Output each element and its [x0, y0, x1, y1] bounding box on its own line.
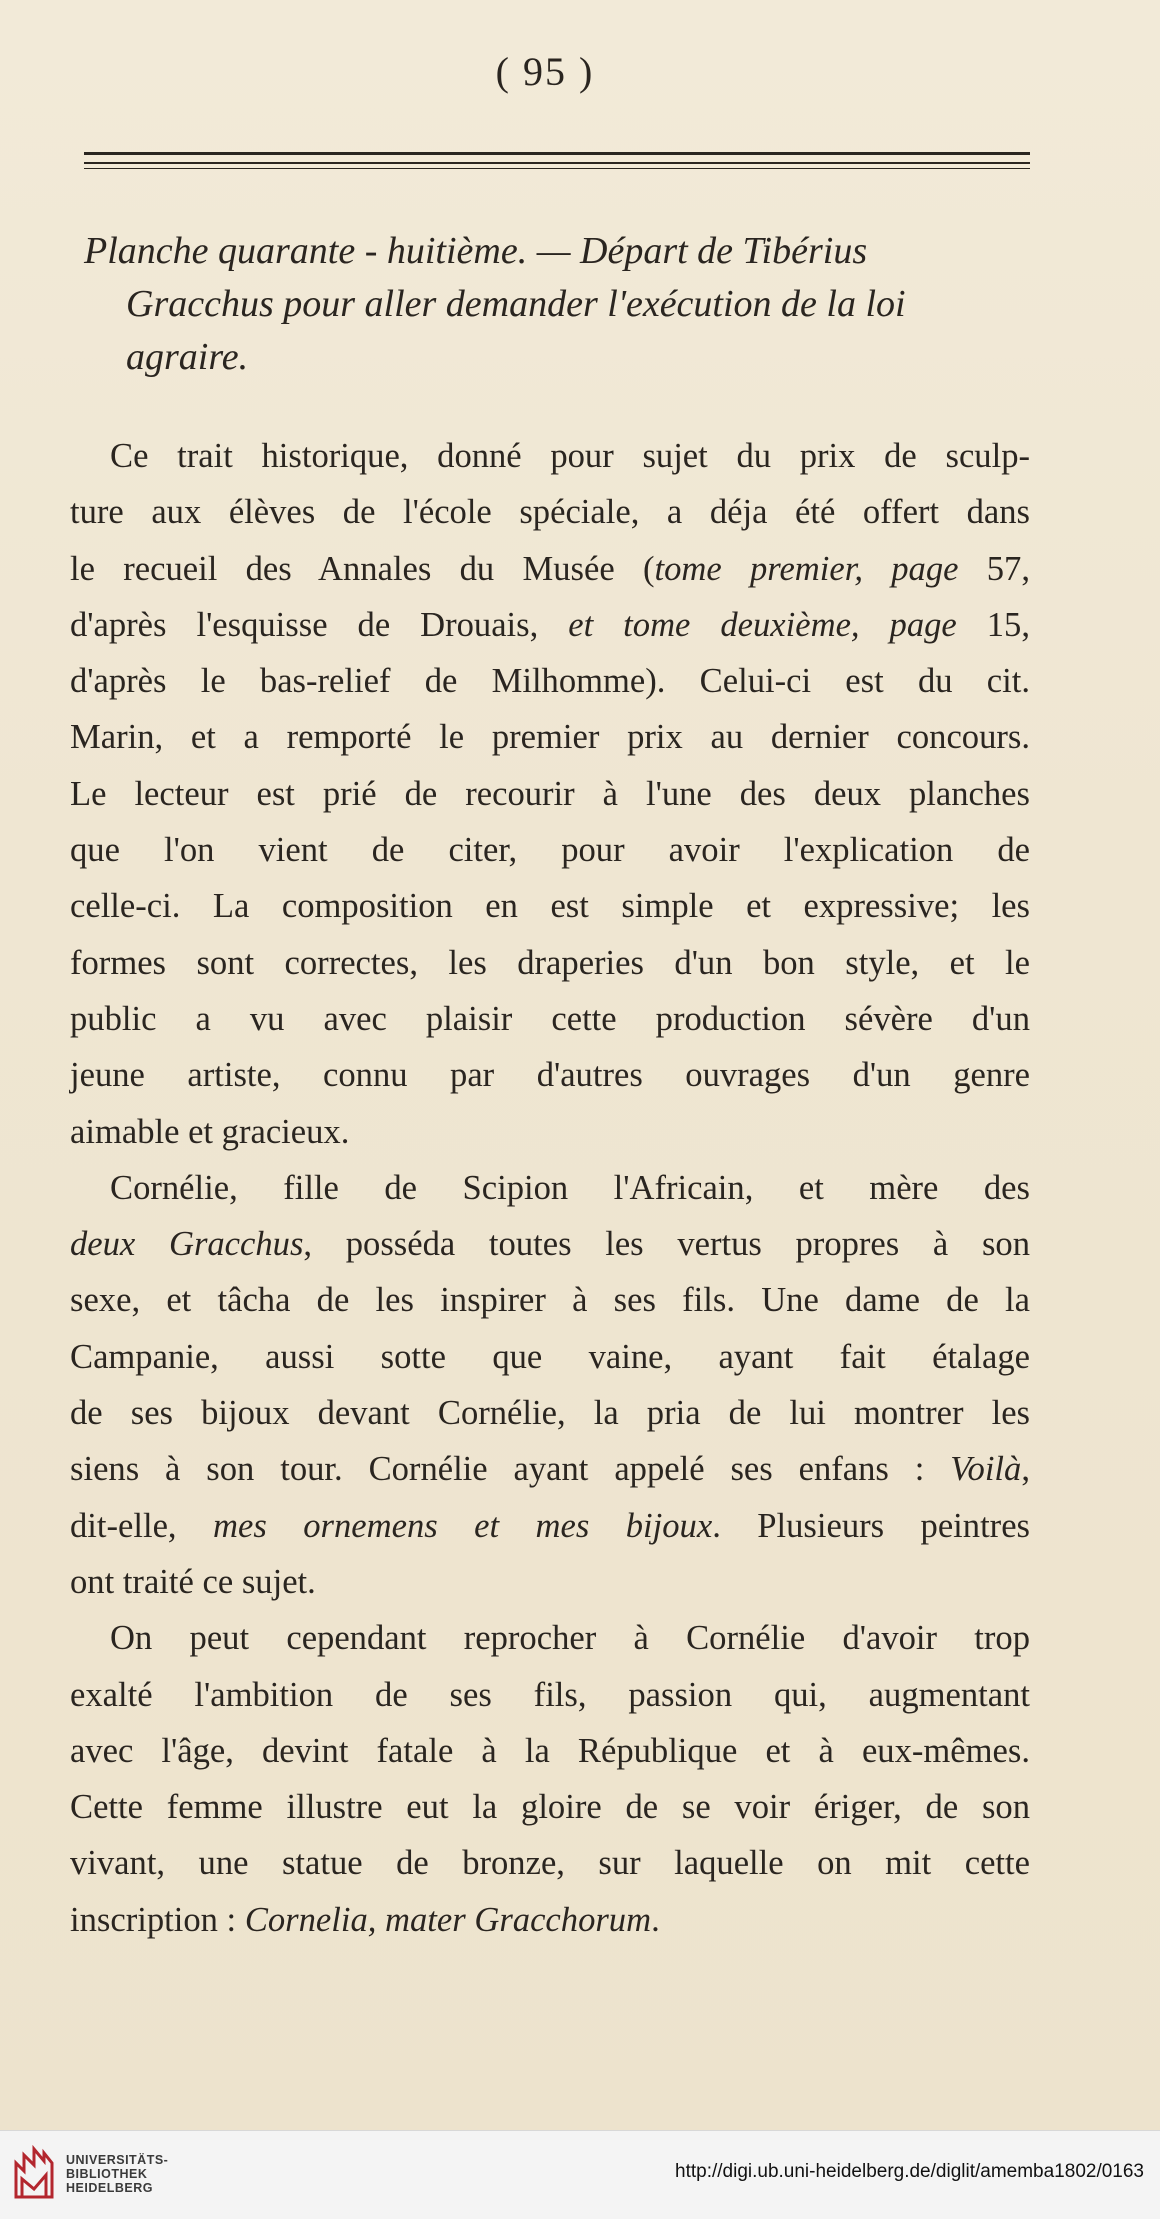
- text-line: [70, 709, 1030, 765]
- text-segment: dit-elle,: [70, 1506, 214, 1545]
- text-line: [70, 935, 1030, 991]
- text-segment: . Plusieurs peintres: [712, 1506, 1030, 1545]
- text-line: [70, 1554, 1030, 1610]
- text-segment: Campanie, aussi sotte que vaine, ayant fait étalage: [70, 1337, 1030, 1376]
- text-line: [70, 1047, 1030, 1103]
- text-segment: ture aux élèves de l'école spéciale, a déja été offert dans: [70, 493, 1030, 532]
- text-segment: celle-ci. La composition en est simple et expressive; les: [70, 887, 1030, 926]
- header-rule-thin: [84, 168, 1030, 169]
- text-line: [70, 1779, 1030, 1835]
- text-line: [70, 1610, 1030, 1666]
- text-line: [70, 991, 1030, 1047]
- text-segment: d'après l'esquisse de Drouais,: [70, 605, 569, 644]
- text-line: [70, 1667, 1030, 1723]
- text-line: [70, 1498, 1030, 1554]
- text-segment: inscription :: [70, 1900, 245, 1939]
- text-line: [70, 1892, 1030, 1948]
- plate-caption: [84, 225, 1094, 384]
- caption-line: Gracchus pour aller demander l'exécution de la loi: [126, 283, 906, 325]
- page-number: ( 95 ): [495, 49, 595, 94]
- italic-segment: mes ornemens et mes bijoux: [213, 1506, 713, 1545]
- text-line: [70, 597, 1030, 653]
- footer-bar: [0, 2130, 1160, 2219]
- body-text: [70, 428, 1030, 1948]
- text-line: [70, 1441, 1030, 1497]
- text-line: [70, 1723, 1030, 1779]
- text-segment: vivant, une statue de bronze, sur laquelle on mit cette: [70, 1844, 1030, 1883]
- permalink-url[interactable]: http://digi.ub.uni-heidelberg.de/diglit/amemba1802/0163: [675, 2161, 1144, 2182]
- text-line: [70, 428, 1030, 484]
- text-segment: ,: [1021, 1450, 1030, 1489]
- italic-segment: Voilà: [950, 1450, 1022, 1489]
- library-name-line: HEIDELBERG: [66, 2181, 153, 2195]
- text-segment: .: [651, 1900, 660, 1939]
- text-segment: 15,: [956, 605, 1030, 644]
- text-line: [70, 541, 1030, 597]
- caption-line: Planche quarante - huitième. — Départ de Tibérius: [84, 230, 868, 272]
- text-segment: le recueil des Annales du Musée (: [70, 549, 655, 588]
- text-line: [70, 1835, 1030, 1891]
- text-line: [70, 484, 1030, 540]
- library-name-line: UNIVERSITÄTS-: [66, 2153, 169, 2167]
- text-line: [70, 822, 1030, 878]
- text-line: [70, 878, 1030, 934]
- text-segment: Cornélie, fille de Scipion l'Africain, et mère des: [110, 1168, 1030, 1207]
- library-name: [66, 2153, 168, 2195]
- text-line: [70, 1329, 1030, 1385]
- text-line: [70, 1272, 1030, 1328]
- text-line: [70, 1216, 1030, 1272]
- text-segment: sexe, et tâcha de les inspirer à ses fils. Une dame de la: [70, 1281, 1030, 1320]
- italic-segment: deux Gracchus: [70, 1225, 304, 1264]
- text-segment: public a vu avec plaisir cette production sévère d'un: [70, 999, 1030, 1038]
- text-line: [70, 1385, 1030, 1441]
- text-segment: siens à son tour. Cornélie ayant appelé ses enfans :: [70, 1450, 951, 1489]
- italic-segment: Cornelia, mater Gracchorum: [244, 1900, 652, 1939]
- text-line: [70, 766, 1030, 822]
- text-segment: formes sont correctes, les draperies d'un bon style, et le: [70, 943, 1030, 982]
- text-segment: de ses bijoux devant Cornélie, la pria de lui montrer les: [70, 1394, 1030, 1433]
- header-rule-mid: [84, 162, 1030, 164]
- library-name-line: BIBLIOTHEK: [66, 2167, 148, 2181]
- text-segment: Le lecteur est prié de recourir à l'une des deux planches: [70, 774, 1030, 813]
- text-segment: d'après le bas-relief de Milhomme). Celui-ci est du cit.: [70, 662, 1030, 701]
- text-segment: ont traité ce sujet.: [70, 1562, 316, 1601]
- italic-segment: et tome deuxième, page: [568, 605, 957, 644]
- text-segment: , posséda toutes les vertus propres à son: [303, 1225, 1030, 1264]
- library-logo-icon: [12, 2145, 56, 2205]
- header-rule-thick: [84, 152, 1030, 155]
- text-segment: Ce trait historique, donné pour sujet du prix de sculp-: [110, 437, 1030, 475]
- italic-segment: tome premier, page: [654, 549, 959, 588]
- text-line: [70, 1160, 1030, 1216]
- text-line: [70, 653, 1030, 709]
- text-segment: Cette femme illustre eut la gloire de se voir ériger, de son: [70, 1788, 1030, 1827]
- caption-line: agraire.: [126, 336, 249, 378]
- text-segment: aimable et gracieux.: [70, 1112, 350, 1151]
- text-segment: avec l'âge, devint fatale à la République et à eux-mêmes.: [70, 1731, 1030, 1770]
- text-segment: que l'on vient de citer, pour avoir l'explication de: [70, 831, 1030, 870]
- text-segment: 57,: [958, 549, 1030, 588]
- text-segment: exalté l'ambition de ses fils, passion qui, augmentant: [70, 1675, 1030, 1714]
- text-segment: Marin, et a remporté le premier prix au dernier concours.: [70, 718, 1030, 757]
- text-segment: On peut cependant reprocher à Cornélie d'avoir trop: [110, 1619, 1030, 1658]
- text-segment: jeune artiste, connu par d'autres ouvrages d'un genre: [70, 1056, 1030, 1095]
- text-line: [70, 1104, 1030, 1160]
